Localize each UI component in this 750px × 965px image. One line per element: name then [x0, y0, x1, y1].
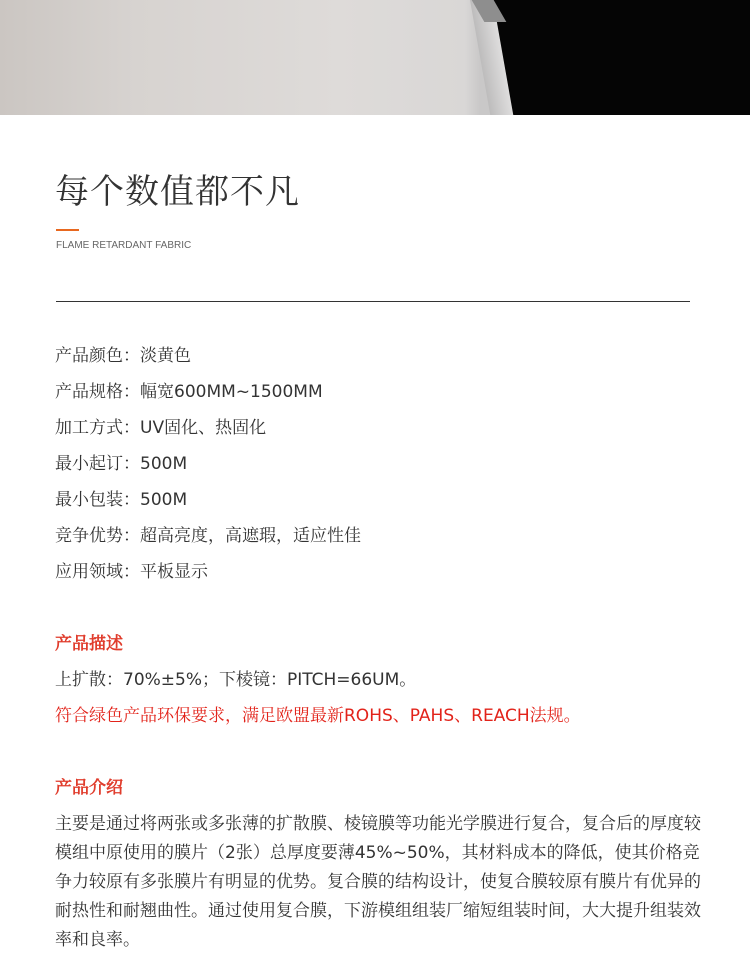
description-heading: 产品描述	[55, 634, 123, 654]
description-line: 上扩散：70%±5%；下棱镜：PITCH=66UM。	[55, 670, 417, 690]
spec-min-package: 最小包装：500M	[55, 490, 188, 510]
page-title: 每个数值都不凡	[55, 172, 300, 212]
compliance-line: 符合绿色产品环保要求，满足欧盟最新ROHS、PAHS、REACH法规。	[55, 706, 581, 726]
spec-min-order: 最小起订：500M	[55, 454, 188, 474]
section-divider	[56, 301, 690, 302]
dark-background	[493, 0, 750, 115]
spec-list	[55, 338, 361, 590]
spec-advantages: 竞争优势：超高亮度，高遮瑕，适应性佳	[55, 526, 361, 546]
introduction-text: 主要是通过将两张或多张薄的扩散膜、棱镜膜等功能光学膜进行复合，复合后的厚度较模组中原使用的膜片（2张）总厚度要薄45%~50%，其材料成本的降低，使其价格竞争力较原有多张膜片有明显的优势。复合膜的结构设计，使复合膜较原有膜片有优异的耐热性和耐翘曲性。通过使用复合膜，下游模组组装厂缩短组装时间，大大提升组装效率和良率。	[55, 814, 701, 950]
page-subtitle: FLAME RETARDANT FABRIC	[56, 240, 192, 251]
spec-color: 产品颜色：淡黄色	[55, 346, 191, 366]
hero-image	[0, 0, 750, 115]
spec-application: 应用领域：平板显示	[55, 562, 208, 582]
spec-size: 产品规格：幅宽600MM~1500MM	[55, 382, 323, 402]
title-accent-bar	[56, 229, 79, 231]
introduction-heading: 产品介绍	[55, 778, 123, 798]
spec-processing: 加工方式：UV固化、热固化	[55, 418, 267, 438]
